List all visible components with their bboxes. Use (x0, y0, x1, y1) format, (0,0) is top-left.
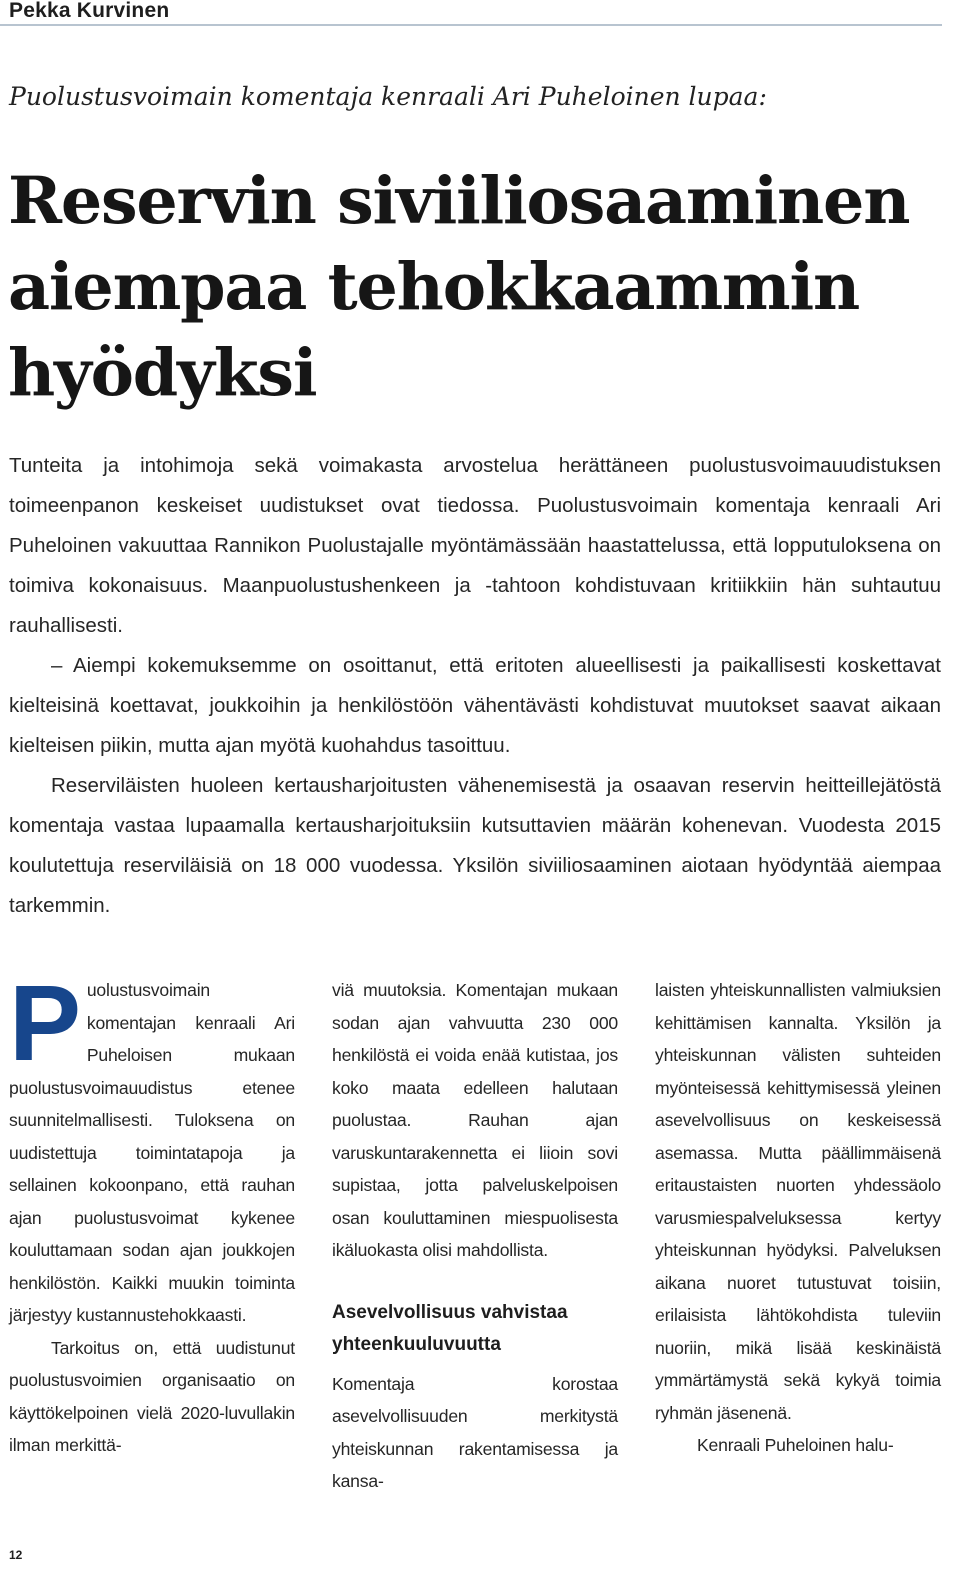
body-column-2 (332, 974, 618, 1498)
page-number: 12 (9, 1548, 23, 1562)
body-column-1 (9, 962, 295, 1462)
lead-paragraph-2: – Aiempi kokemuksemme on osoittanut, että eritoten alueellisesti ja paikallisesti koskettavat kielteisinä koettavat, joukkoihin ja henkilöstöön vähentävästi kohdistuvat muutokset saavat aikaan kielteisen piikin, mutta ajan myötä kuohahdus tasoittuu. (9, 654, 941, 757)
kicker-line: Puolustusvoimain komentaja kenraali Ari Puheloinen lupaa: (9, 82, 767, 111)
lead-section (9, 446, 941, 926)
author-byline: Pekka Kurvinen (9, 0, 170, 22)
body-paragraph (9, 962, 295, 1332)
body-text: uolustusvoimain komentajan kenraali Ari Puheloisen mukaan puolustusvoimauudistus etenee suunnitelmallisesti. Tuloksena on uudistettuja toimintatapoja ja sellainen kokoonpano, että rauhan ajan puolustusvoimat kykenee kouluttamaan sodan ajan joukkojen henkilöstön. Kaikki muukin toiminta järjestyy kustannustehokkaasti. (9, 980, 295, 1325)
lead-paragraph-1: Tunteita ja intohimoja sekä voimakasta arvostelua herättäneen puolustusvoimauudistuksen toimeenpanon keskeiset uudistukset ovat tiedossa. Puolustusvoimain komentaja kenraali Ari Puheloinen vakuuttaa Rannikon Puolustajalle myöntämässään haastattelussa, että lopputuloksena on toimiva kokonaisuus. Maanpuolustushenkeen ja -tahtoon kohdistuvaan kritiikkiin hän suhtautuu rauhallisesti. (9, 454, 941, 637)
lead-paragraph-3: Reserviläisten huoleen kertausharjoitusten vähenemisestä ja osaavan reservin heitteillejätöstä komentaja vastaa lupaamalla kertausharjoituksiin kutsuttavien määrän kohenevan. Vuodesta 2015 koulutettuja reserviläisiä on 18 000 vuodessa. Yksilön siviiliosaaminen aiotaan hyödyntää aiempaa tarkemmin. (9, 774, 941, 917)
body-paragraph: viä muutoksia. Komentajan mukaan sodan ajan vahvuutta 230 000 henkilöstä ei voida enää kutistaa, jos koko maata edelleen halutaan puolustaa. Rauhan ajan varuskuntarakennetta ei liioin sovi supistaa, jotta palveluskelpoisen osan kouluttaminen miespuolisesta ikäluokasta olisi mahdollista. (332, 980, 618, 1260)
header-rule (0, 24, 942, 26)
body-paragraph: Komentaja korostaa asevelvollisuuden merkitystä yhteiskunnan rakentamisessa ja kansa- (332, 1373, 618, 1491)
body-paragraph: Tarkoitus on, että uudistunut puolustusvoimien organisaatio on käyttökelpoinen vielä 2020-luvullakin ilman merkittä- (9, 1337, 295, 1455)
body-paragraph: Kenraali Puheloinen halu- (697, 1435, 894, 1455)
section-subheading: Asevelvollisuus vahvistaa yhteenkuuluvuutta (332, 1301, 568, 1355)
body-paragraph: laisten yhteiskunnallisten valmiuksien kehittämisen kannalta. Yksilön ja yhteiskunnan välisten suhteiden myönteisessä kehittymisessä yleinen asevelvollisuus on keskeisessä asemassa. Mutta päällimmäisenä eritaustaisten nuorten yhdessäolo varusmiespalveluksessa kertyy yhteiskunnan hyödyksi. Palveluksen aikana nuoret tutustuvat toisiin, erilaisista lähtökohdista tuleviin nuoriin, mikä lisää keskinäistä ymmärtämystä sekä kykyä toimia ryhmän jäsenenä. (655, 980, 941, 1423)
body-column-3 (655, 974, 941, 1462)
drop-cap: P (9, 962, 81, 1083)
article-headline: Reservin siviiliosaaminen aiempaa tehokkaammin hyödyksi (8, 163, 910, 411)
